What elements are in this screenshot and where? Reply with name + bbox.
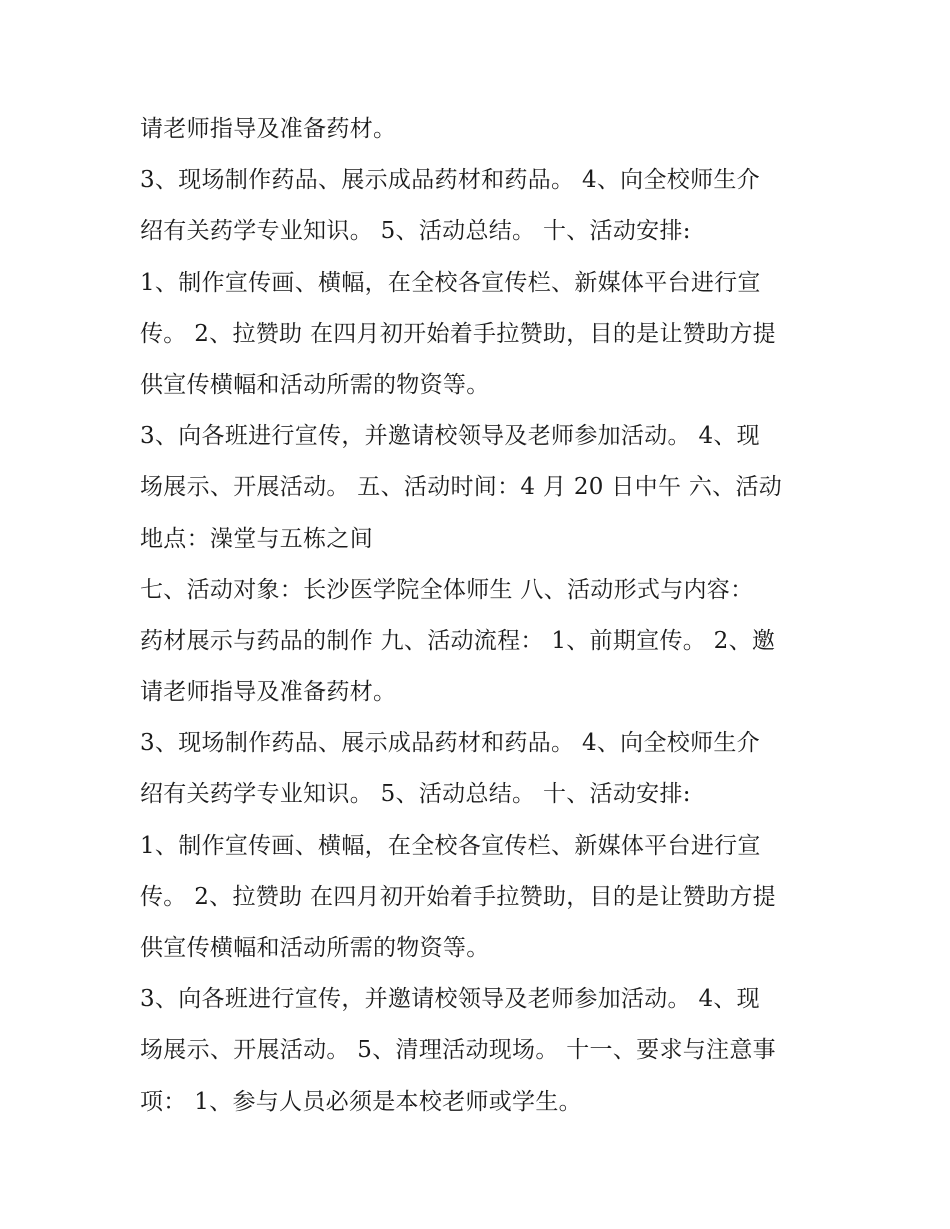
- text-line: 绍有关药学专业知识。 5、活动总结。 十、活动安排:: [140, 218, 691, 245]
- text-line: 3、向各班进行宣传，并邀请校领导及老师参加活动。 4、现: [140, 423, 760, 450]
- text-line: 地点：澡堂与五栋之间: [140, 525, 373, 552]
- text-line: 供宣传横幅和活动所需的物资等。: [140, 935, 490, 961]
- text-line: 3、现场制作药品、展示成品药材和药品。 4、向全校师生介: [140, 730, 760, 757]
- text-line: 场展示、开展活动。 五、活动时间：4 月 20 日中午 六、活动: [140, 474, 783, 501]
- text-line: 3、现场制作药品、展示成品药材和药品。 4、向全校师生介: [140, 167, 760, 194]
- document-body: [140, 104, 840, 1128]
- text-line: 七、活动对象：长沙医学院全体师生 八、活动形式与内容：: [140, 576, 754, 603]
- text-line: 供宣传横幅和活动所需的物资等。: [140, 371, 490, 398]
- text-line: 项： 1、参与人员必须是本校老师或学生。: [140, 1088, 582, 1115]
- text-line: 1、制作宣传画、横幅，在全校各宣传栏、新媒体平台进行宣: [140, 269, 761, 296]
- text-line: 请老师指导及准备药材。: [140, 116, 397, 142]
- text-line: 传。 2、拉赞助 在四月初开始着手拉赞助，目的是让赞助方提: [140, 320, 776, 347]
- text-line: 绍有关药学专业知识。 5、活动总结。 十、活动安排:: [140, 781, 691, 808]
- text-line: 传。 2、拉赞助 在四月初开始着手拉赞助，目的是让赞助方提: [140, 883, 776, 910]
- text-line: 药材展示与药品的制作 九、活动流程： 1、前期宣传。 2、邀: [140, 627, 776, 654]
- text-line: 场展示、开展活动。 5、清理活动现场。 十一、要求与注意事: [140, 1037, 776, 1064]
- text-line: 请老师指导及准备药材。: [140, 679, 397, 706]
- text-line: 3、向各班进行宣传，并邀请校领导及老师参加活动。 4、现: [140, 986, 760, 1013]
- text-line: 1、制作宣传画、横幅，在全校各宣传栏、新媒体平台进行宣: [140, 832, 761, 859]
